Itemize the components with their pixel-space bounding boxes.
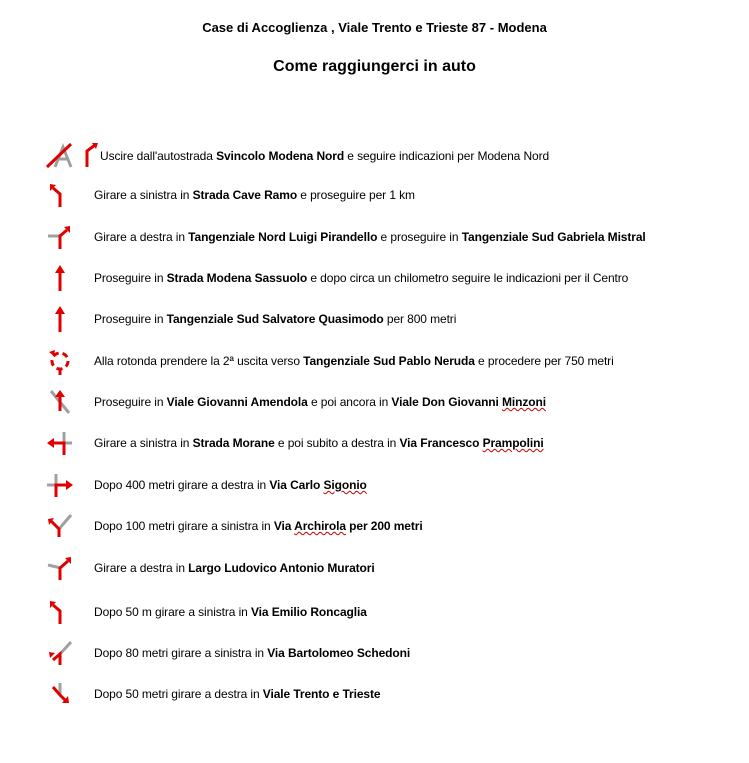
instruction-text: e dopo circa un chilometro seguire le indicazioni per il Centro	[307, 271, 629, 285]
direction-step-text	[94, 561, 375, 575]
direction-step	[45, 428, 735, 458]
direction-step-text	[94, 478, 367, 492]
street-name: Via Bartolomeo Schedoni	[267, 646, 411, 660]
direction-step-text	[94, 646, 410, 660]
slight-right-icon	[45, 679, 75, 709]
street-name: Tangenziale Sud Gabriela Mistral	[461, 230, 646, 244]
direction-step	[45, 638, 735, 668]
direction-step	[45, 387, 735, 417]
instruction-text: e proseguire in	[377, 230, 462, 244]
instruction-text: Dopo 50 m girare a sinistra in	[94, 605, 251, 619]
turn-right-icon	[45, 222, 75, 252]
direction-step-text	[94, 519, 423, 533]
street-name: Largo Ludovico Antonio Muratori	[188, 561, 375, 575]
direction-step	[45, 553, 735, 583]
street-name: Strada Cave Ramo	[192, 188, 298, 202]
street-name: Strada Modena Sassuolo	[166, 271, 308, 285]
roundabout-icon	[45, 346, 75, 376]
crossroad-right-icon	[45, 470, 75, 500]
street-name: Viale Don Giovanni	[391, 395, 502, 409]
document-header: Case di Accoglienza , Viale Trento e Trieste 87 - Modena	[202, 20, 547, 35]
keep-straight-icon	[45, 387, 75, 417]
street-name: Prampolini	[482, 436, 544, 450]
instruction-text: e seguire indicazioni per Modena Nord	[344, 149, 550, 163]
street-name: Minzoni	[502, 395, 546, 409]
street-name: Tangenziale Nord Luigi Pirandello	[188, 230, 378, 244]
instruction-text: e procedere per 750 metri	[474, 354, 614, 368]
instruction-text: Girare a sinistra in	[94, 188, 193, 202]
direction-step-text	[94, 271, 628, 285]
instruction-text: per 800 metri	[383, 312, 457, 326]
direction-step-text	[94, 188, 415, 202]
street-name: Archirola	[294, 519, 346, 533]
direction-step	[45, 263, 735, 293]
sharp-left-icon	[45, 511, 75, 541]
instruction-text: Dopo 100 metri girare a sinistra in	[94, 519, 274, 533]
instruction-text: Girare a sinistra in	[94, 436, 193, 450]
page-title: Come raggiungerci in auto	[273, 58, 476, 75]
street-name: Sigonio	[323, 478, 367, 492]
direction-step	[45, 222, 735, 252]
direction-step	[45, 679, 735, 709]
direction-step	[45, 346, 735, 376]
street-name: per 200 metri	[345, 519, 423, 533]
direction-step	[45, 597, 735, 627]
street-name: Via Emilio Roncaglia	[250, 605, 367, 619]
direction-step-text	[94, 687, 380, 701]
direction-step-text	[94, 436, 544, 450]
direction-step	[45, 304, 735, 334]
direction-step-text	[94, 230, 646, 244]
instruction-text: Dopo 50 metri girare a destra in	[94, 687, 263, 701]
instruction-text: Dopo 80 metri girare a sinistra in	[94, 646, 268, 660]
street-name: Svincolo Modena Nord	[216, 149, 345, 163]
instruction-text: Girare a destra in	[94, 561, 189, 575]
bear-right-icon	[45, 553, 75, 583]
straight-ahead-icon	[45, 304, 75, 334]
turn-left-icon	[45, 597, 75, 627]
instruction-text: Dopo 400 metri girare a destra in	[94, 478, 270, 492]
direction-step-text	[94, 605, 367, 619]
direction-step-text	[94, 395, 546, 409]
street-name: Via Francesco	[399, 436, 483, 450]
instruction-text: Uscire dall'autostrada	[100, 149, 217, 163]
instruction-text: Proseguire in	[94, 271, 167, 285]
instruction-text: Girare a destra in	[94, 230, 189, 244]
turn-left-icon	[45, 180, 75, 210]
street-name: Strada Morane	[192, 436, 275, 450]
direction-step-text	[100, 149, 549, 163]
instruction-text: Proseguire in	[94, 395, 167, 409]
motorway-exit-icon	[45, 141, 75, 171]
street-name: Viale Giovanni Amendola	[166, 395, 308, 409]
direction-step	[45, 141, 735, 171]
instruction-text: Alla rotonda prendere la 2ª uscita verso	[94, 354, 304, 368]
street-name: Tangenziale Sud Salvatore Quasimodo	[166, 312, 384, 326]
crossroad-left-icon	[45, 428, 75, 458]
direction-step	[45, 470, 735, 500]
instruction-text: e poi ancora in	[307, 395, 392, 409]
slight-left-icon	[45, 638, 75, 668]
straight-ahead-icon	[45, 263, 75, 293]
instruction-text: e proseguire per 1 km	[297, 188, 415, 202]
instruction-text: e poi subito a destra in	[274, 436, 400, 450]
street-name: Viale Trento e Trieste	[262, 687, 381, 701]
instruction-text: Proseguire in	[94, 312, 167, 326]
street-name: Via	[273, 519, 295, 533]
direction-step	[45, 511, 735, 541]
direction-step	[45, 180, 735, 210]
direction-step-text	[94, 312, 456, 326]
street-name: Tangenziale Sud Pablo Neruda	[303, 354, 475, 368]
direction-step-text	[94, 354, 614, 368]
street-name: Via Carlo	[269, 478, 324, 492]
